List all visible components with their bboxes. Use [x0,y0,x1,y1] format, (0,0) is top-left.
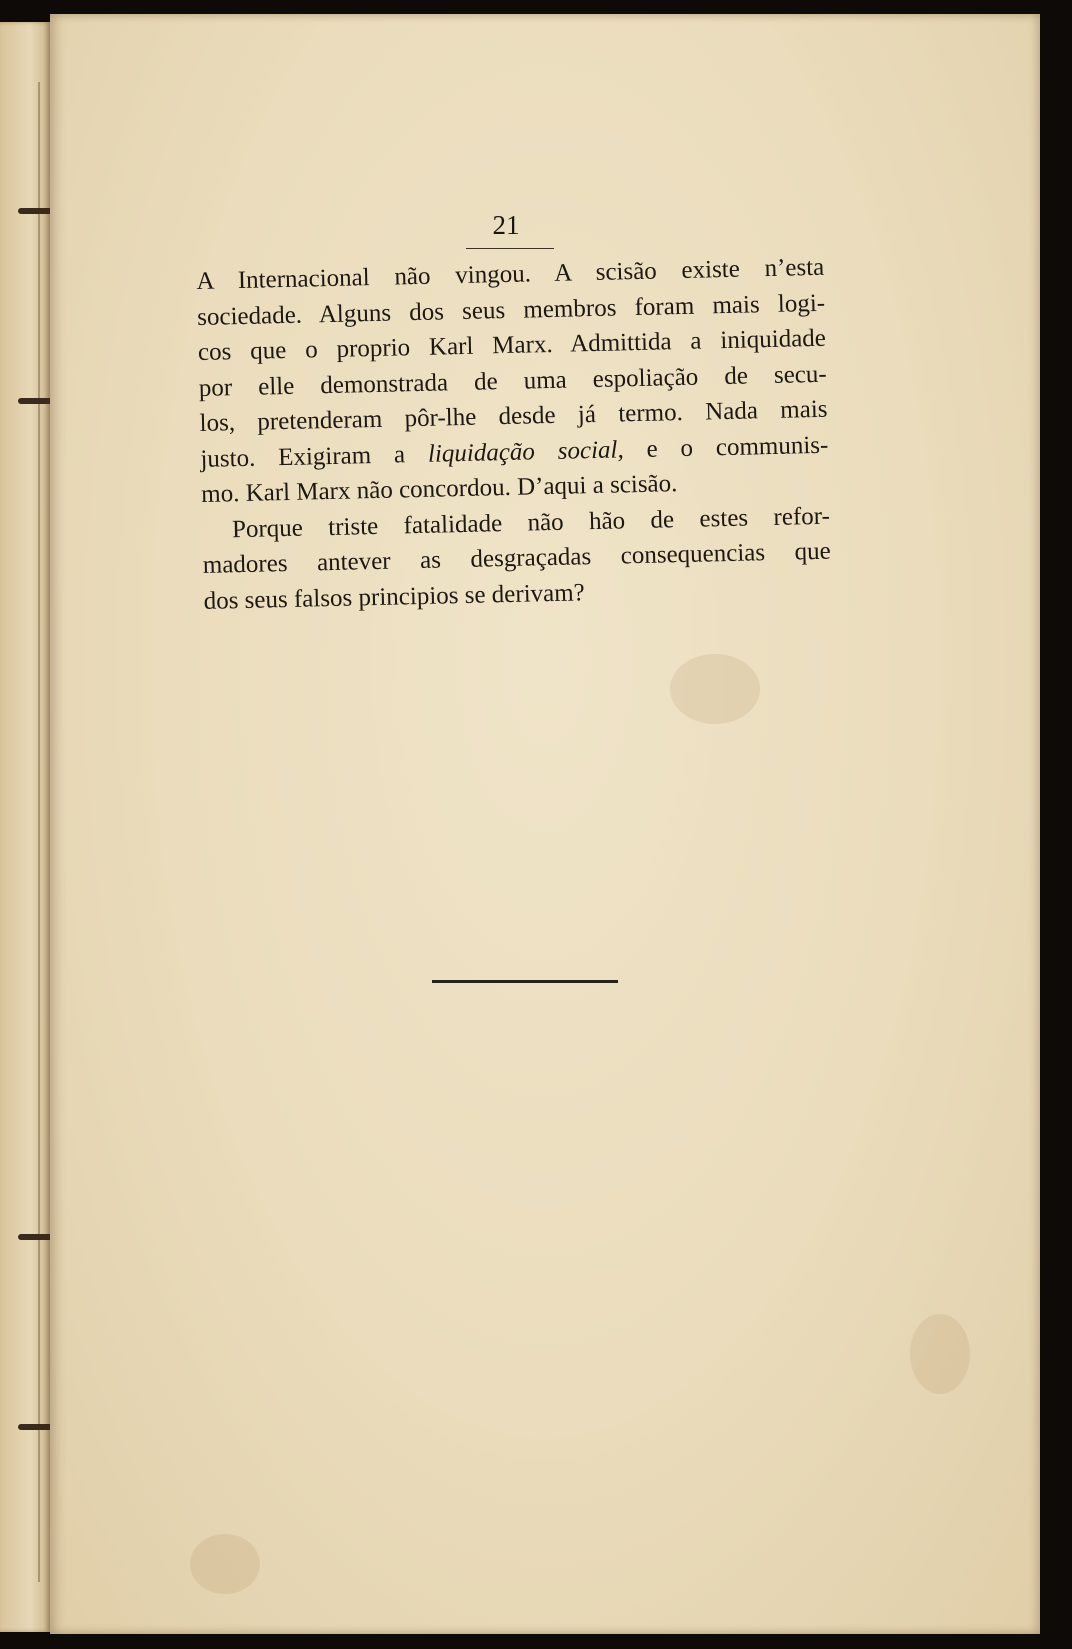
page-number-rule [466,248,554,249]
paper-stain [190,1534,260,1594]
text-line: los, pretenderam pôr-lhe desde já termo. Nada mais [199,395,828,437]
binding-strip [0,22,50,1632]
section-end-rule [432,980,618,983]
text-line: Porque triste fatalidade não hão de estes refor- [231,502,831,543]
paper-stain [670,654,760,724]
text-line: sociedade. Alguns dos seus membros foram mais logi- [196,289,826,331]
binding-thread [38,82,40,1582]
page-number: 21 [492,210,520,240]
italic-phrase: liquidação social, [427,435,624,468]
paper-stain [910,1314,970,1394]
text-line: A Internacional não vingou. A scisão existe n’esta [196,253,825,295]
text-line: madores antever as desgraçadas consequencias que [202,537,831,579]
text-line: cos que o proprio Karl Marx. Admittida a iniquidade [197,324,827,366]
body-text [196,250,832,619]
text-line: dos seus falsos principios se derivam? [203,578,586,615]
text-run: e o communis- [623,431,829,463]
text-line: mo. Karl Marx não concordou. D’aqui a scisão. [200,470,678,508]
text-run: justo. Exigiram a [200,440,429,473]
text-line: por elle demonstrada de uma espoliação de secu- [198,360,827,402]
